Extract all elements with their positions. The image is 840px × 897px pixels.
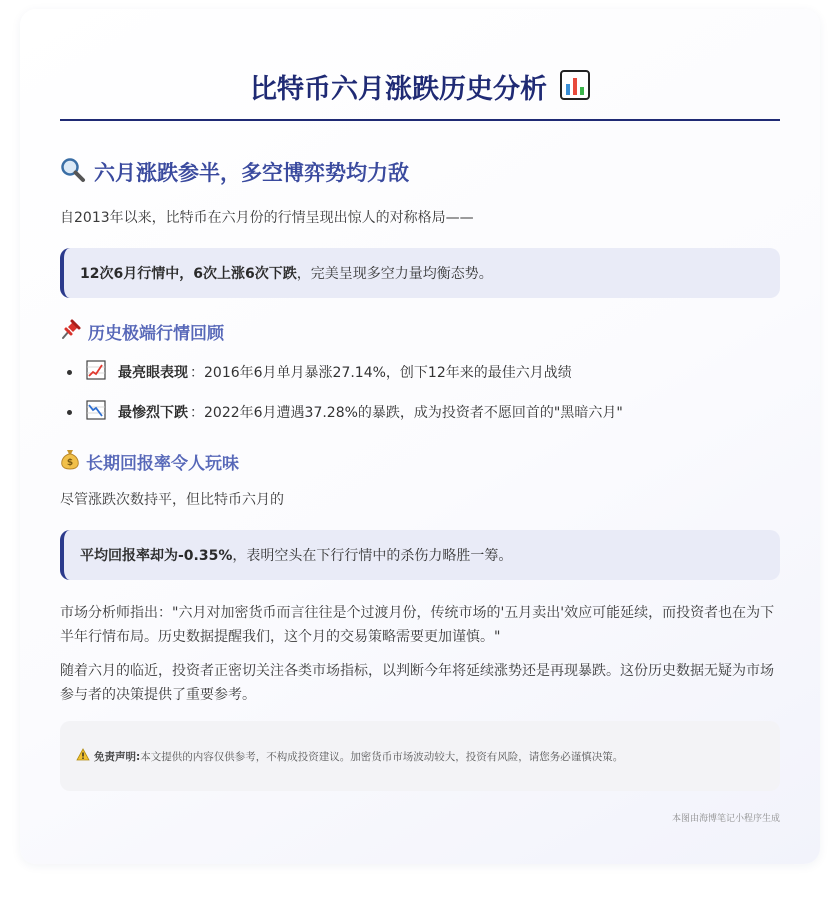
list-item-label: 最亮眼表现 [118,365,188,381]
list-item-text: ：2022年6月遭遇37.28%的暴跌，成为投资者不愿回首的"黑暗六月" [190,405,623,421]
chart-decreasing-icon [86,400,118,424]
disclaimer-box [60,721,780,791]
money-bag-icon [60,448,80,474]
section-heading-1-text: 六月涨跌参半，多空博弈势均力敌 [94,161,409,185]
article-body [60,9,780,864]
chart-increasing-icon [86,360,118,384]
svg-text:$: $ [66,458,74,468]
page-title-row [60,67,780,111]
bullet-dot [67,410,72,415]
callout-1 [60,248,780,298]
footer-credit: 本图由海博笔记小程序生成 [671,814,780,824]
section1-intro: 自2013年以来，比特币在六月份的行情呈现出惊人的对称格局—— [60,210,474,226]
closing-paragraph: 随着六月的临近，投资者正密切关注各类市场指标，以判断今年将延续涨势还是再现暴跌。这份历史数据无疑为市场参与者的决策提供了重要参考。 [60,663,774,703]
callout-2-bold: 平均回报率却为-0.35% [80,548,233,564]
bullet-dot [67,370,72,375]
list-item [60,399,780,425]
section3-intro: 尽管涨跌次数持平，但比特币六月的 [60,492,284,508]
callout-2 [60,530,780,580]
callout-1-text: ，完美呈现多空力量均衡态势。 [296,266,493,282]
callout-2-text: ，表明空头在下行行情中的杀伤力略胜一筹。 [232,548,513,564]
list-item [60,359,780,385]
section-heading-2 [60,317,780,345]
section-heading-2-text: 历史极端行情回顾 [88,323,224,344]
callout-1-bold: 12次6月行情中，6次上涨6次下跌 [80,266,297,282]
bar-chart-icon [560,70,590,104]
disclaimer-text: 本文提供的内容仅供参考，不构成投资建议。加密货币市场波动较大，投资有风险，请您务必谨慎决策。 [140,750,624,763]
title-divider [60,119,780,121]
section-heading-1 [60,154,780,190]
page-title: 比特币六月涨跌历史分析 [249,74,547,105]
list-item-label: 最惨烈下跌 [118,405,188,421]
warning-icon [76,748,90,764]
article-card [20,9,820,864]
magnifier-icon [60,157,86,187]
section-heading-3-text: 长期回报率令人玩味 [86,453,239,474]
list-item-text: ：2016年6月单月暴涨27.14%，创下12年来的最佳六月战绩 [190,365,572,381]
pushpin-icon [60,318,82,344]
section-heading-3 [60,447,780,475]
analyst-paragraph: 市场分析师指出："六月对加密货币而言往往是个过渡月份，传统市场的'五月卖出'效应可能延续，而投资者也在为下半年行情布局。历史数据提醒我们，这个月的交易策略需要更加谨慎。" [60,605,775,645]
disclaimer-label: 免责声明: [94,750,141,763]
